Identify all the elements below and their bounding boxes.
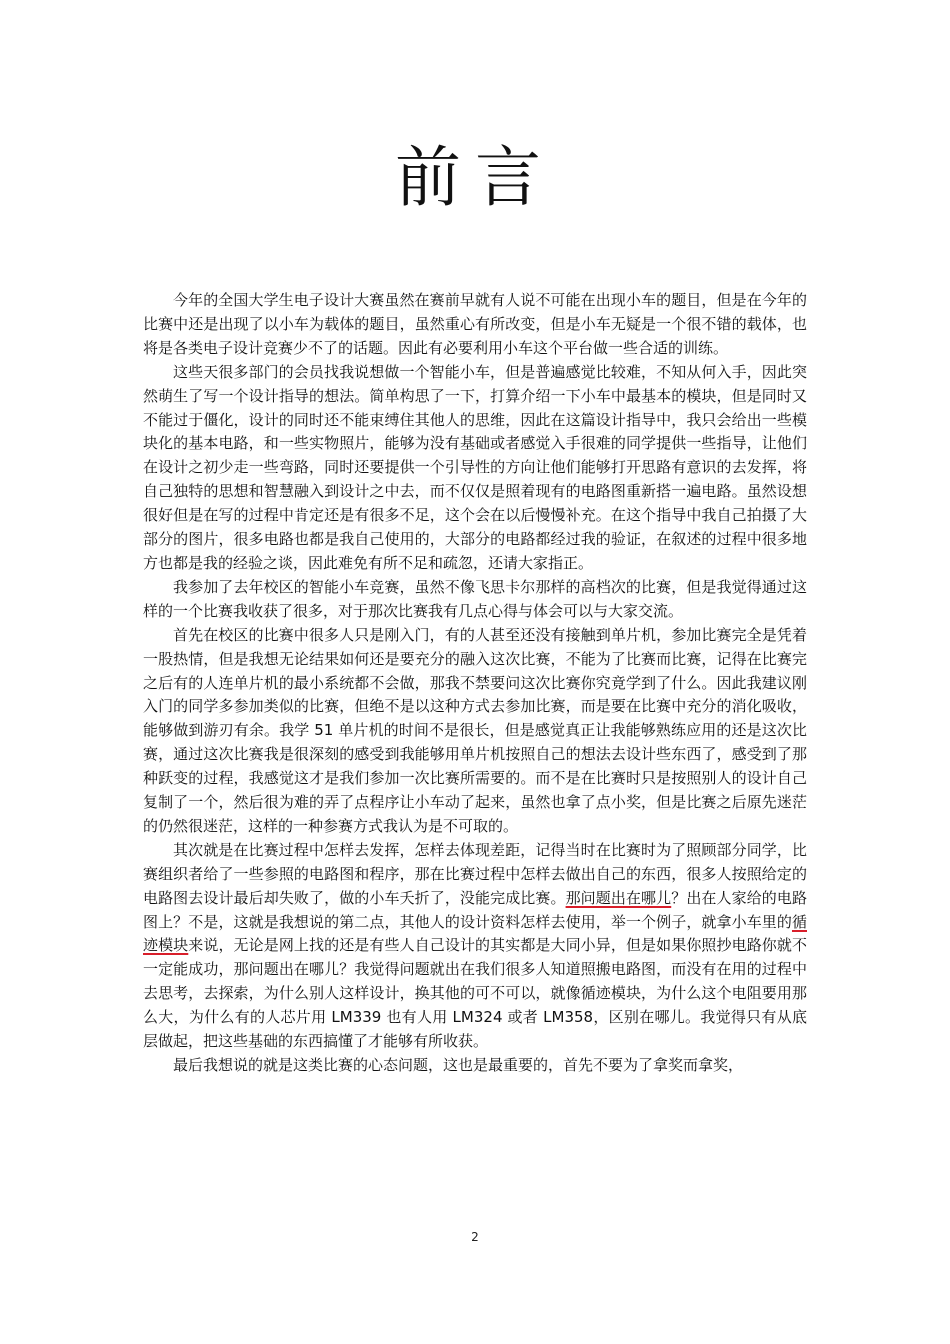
paragraph-2: 这些天很多部门的会员找我说想做一个智能小车，但是普遍感觉比较难，不知从何入手，因此突然萌生了写一个设计指导的想法。简单构思了一下，打算介绍一下小车中最基本的模块，但是同时又不能过于僵化，设计的同时还不能束缚住其他人的思维，因此在这篇设计指导中，我只会给出一些模块化的基本电路，和一些实物照片，能够为没有基础或者感觉入手很难的同学提供一些指导，让他们在设计之初少走一些弯路，同时还要提供一个引导性的方向让他们能够打开思路有意识的去发挥，将自己独特的思想和智慧融入到设计之中去，而不仅仅是照着现有的电路图重新搭一遍电路。虽然设想很好但是在写的过程中肯定还是有很多不足，这个会在以后慢慢补充。在这个指导中我自己拍摄了大部分的图片，很多电路也都是我自己使用的，大部分的电路都经过我的验证，在叙述的过程中很多地方也都是我的经验之谈，因此难免有所不足和疏忽，还请大家指正。	[143, 362, 807, 572]
body-text	[143, 289, 807, 1078]
paragraph-1: 今年的全国大学生电子设计大赛虽然在赛前早就有人说不可能在出现小车的题目，但是在今年的比赛中还是出现了以小车为载体的题目，虽然重心有所改变，但是小车无疑是一个很不错的载体，也将是各类电子设计竞赛少不了的话题。因此有必要利用小车这个平台做一些合适的训练。	[143, 291, 807, 357]
underlined-phrase-question: 那问题出在哪儿	[565, 888, 672, 907]
paragraph-5-part-c: 来说，无论是网上找的还是有些人自己设计的其实都是大同小异，但是如果你照抄电路你就不一定能成功，那问题出在哪儿？我觉得问题就出在我们很多人知道照搬电路图，而没有在用的过程中去思考，去探索，为什么别人这样设计，换其他的可不可以，就像循迹模块，为什么这个电阻要用那么大，为什么有的人芯片用 LM339 也有人用 LM324 或者 LM358，区别在哪儿。我觉得只有从底层做起，把这些基础的东西搞懂了才能够有所收获。	[143, 936, 807, 1051]
paragraph-6: 最后我想说的就是这类比赛的心态问题，这也是最重要的，首先不要为了拿奖而拿奖，	[173, 1056, 744, 1074]
paragraph-5	[143, 839, 807, 1054]
paragraph-3: 我参加了去年校区的智能小车竞赛，虽然不像飞思卡尔那样的高档次的比赛，但是我觉得通过这样的一个比赛我收获了很多，对于那次比赛我有几点心得与体会可以与大家交流。	[143, 577, 807, 620]
paragraph-5-part-a: 其次就是在比赛过程中怎样去发挥，怎样去体现差距，记得当时在比赛时为了照顾部分同学，比赛组织者给了一些参照的电路图和程序，那在比赛过程中怎样去做出自己的东西，很多人按照给定的电路图去设计最后却失败了，做的小车夭折了，没能完成比赛。	[143, 840, 807, 907]
page-number: 2	[471, 1230, 479, 1244]
underlined-phrase-tracking-module: 循迹模块	[143, 912, 807, 955]
paragraph-4: 首先在校区的比赛中很多人只是刚入门，有的人甚至还没有接触到单片机，参加比赛完全是凭着一股热情，但是我想无论结果如何还是要充分的融入这次比赛，不能为了比赛而比赛，记得在比赛完之后有的人连单片机的最小系统都不会做，那我不禁要问这次比赛你究竟学到了什么。因此我建议刚入门的同学多参加类似的比赛，但绝不是以这种方式去参加比赛，而是要在比赛中充分的消化吸收，能够做到游刃有余。我学 51 单片机的时间不是很长，但是感觉真正让我能够熟练应用的还是这次比赛，通过这次比赛我是很深刻的感受到我能够用单片机按照自己的想法去设计些东西了，感受到了那种跃变的过程，我感觉这才是我们参加一次比赛所需要的。而不是在比赛时只是按照别人的设计自己复制了一个，然后很为难的弄了点程序让小车动了起来，虽然也拿了点小奖，但是比赛之后原先迷茫的仍然很迷茫，这样的一种参赛方式我认为是不可取的。	[143, 625, 807, 835]
page-title: 前言	[395, 139, 555, 216]
paragraph-5-part-b: ？出在人家给的电路图上？不是，这就是我想说的第二点，其他人的设计资料怎样去使用，举一个例子，就拿小车里的	[143, 888, 807, 931]
